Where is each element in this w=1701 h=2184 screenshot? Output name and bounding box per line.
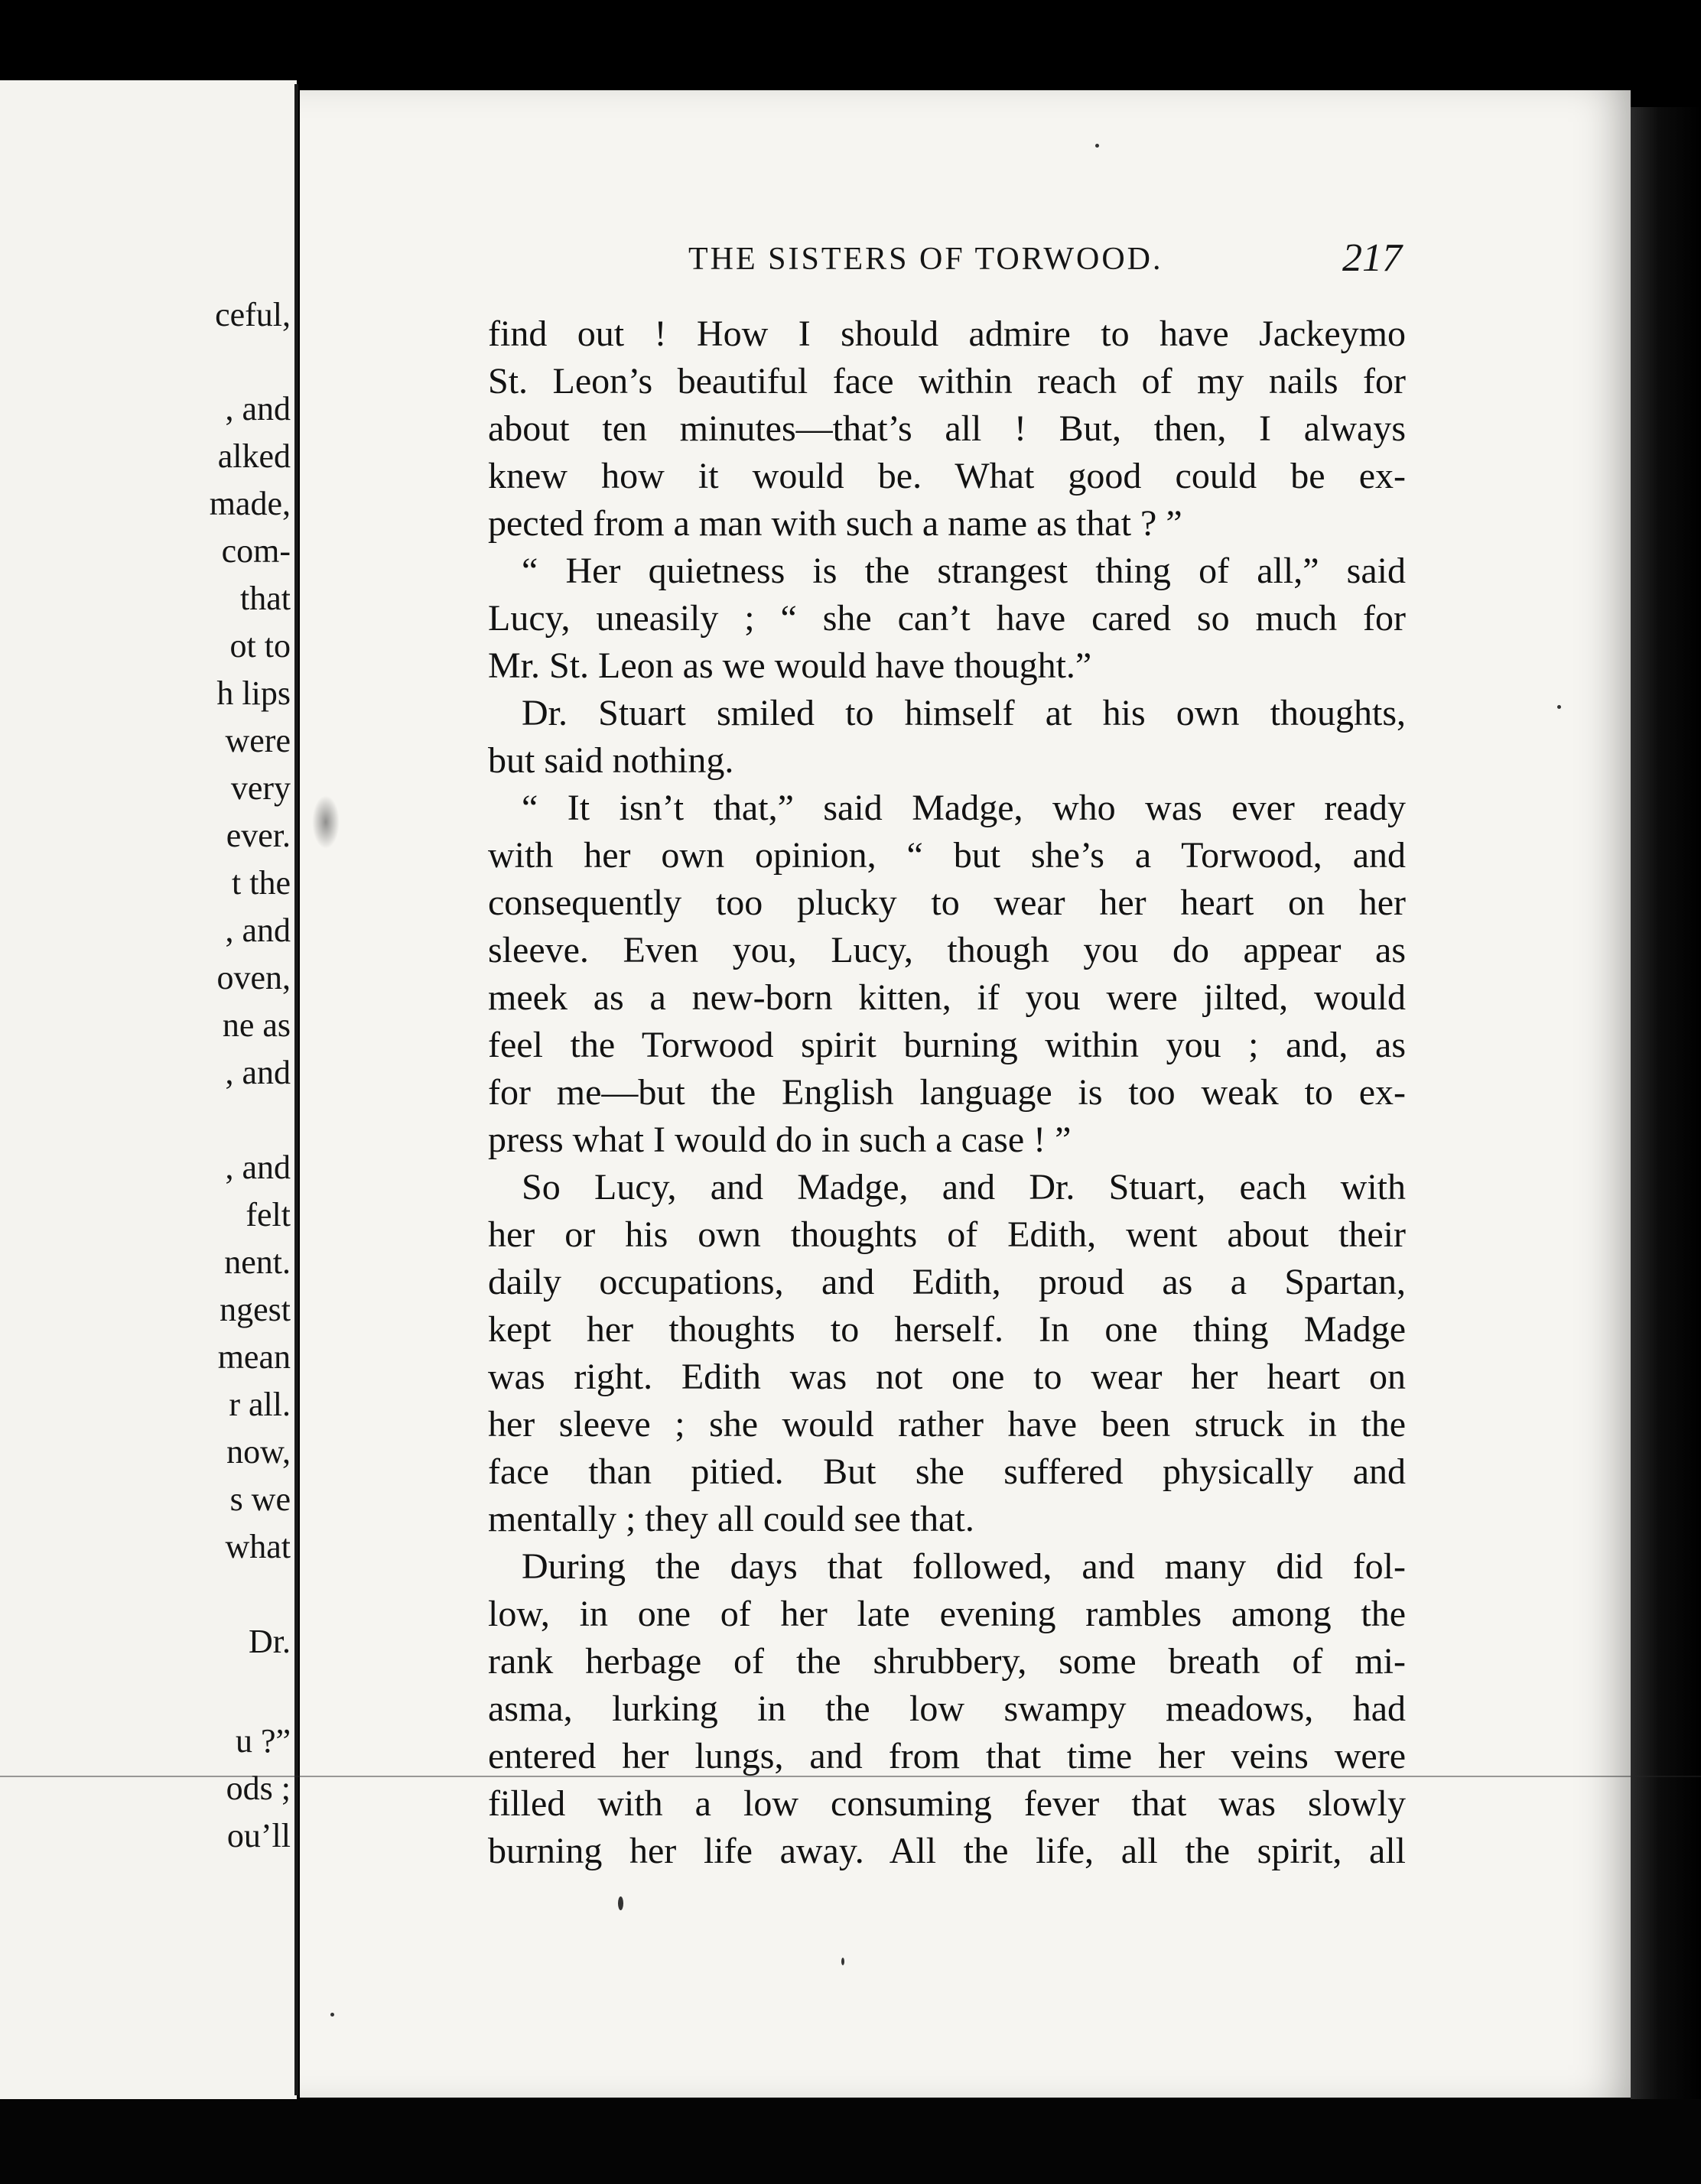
left-page-line: h lips bbox=[216, 674, 291, 712]
text-line: was right. Edith was not one to wear her heart on bbox=[488, 1357, 1406, 1397]
left-page-line: were bbox=[225, 722, 291, 759]
text-line: mentally ; they all could see that. bbox=[488, 1499, 974, 1539]
text-line: sleeve. Even you, Lucy, though you do appear as bbox=[488, 930, 1406, 970]
dust-speck bbox=[618, 1896, 623, 1910]
left-page-line: , and bbox=[225, 390, 291, 427]
text-line: daily occupations, and Edith, proud as a Spartan, bbox=[488, 1262, 1406, 1302]
scan-artifact-line bbox=[0, 1776, 1701, 1777]
left-page-line: , and bbox=[225, 1054, 291, 1091]
page-number: 217 bbox=[1342, 236, 1402, 280]
text-line: St. Leon’s beautiful face within reach of my nails for bbox=[488, 361, 1406, 401]
left-page-line: made, bbox=[209, 485, 291, 522]
text-line: find out ! How I should admire to have Jackeymo bbox=[488, 314, 1406, 354]
left-page-line: alked bbox=[217, 437, 291, 475]
text-line: about ten minutes—that’s all ! But, then, I always bbox=[488, 408, 1406, 449]
left-page-line: ou’ll bbox=[226, 1817, 291, 1854]
left-page-line: ods ; bbox=[226, 1770, 291, 1807]
left-page-fragment bbox=[0, 80, 297, 2099]
left-page-line: Dr. bbox=[249, 1623, 291, 1660]
left-page-line: felt bbox=[246, 1196, 291, 1233]
dust-speck bbox=[841, 1958, 844, 1965]
text-line: consequently too plucky to wear her heart on her bbox=[488, 882, 1406, 923]
left-page-line: ne as bbox=[222, 1006, 291, 1044]
text-line: feel the Torwood spirit burning within you ; and, as bbox=[488, 1025, 1406, 1065]
text-line: press what I would do in such a case ! ” bbox=[488, 1120, 1072, 1160]
left-page-line: ngest bbox=[220, 1291, 291, 1328]
left-page-line: r all. bbox=[229, 1386, 291, 1423]
text-line: So Lucy, and Madge, and Dr. Stuart, each with bbox=[522, 1167, 1406, 1207]
text-line: face than pitied. But she suffered physically and bbox=[488, 1451, 1406, 1492]
text-line: but said nothing. bbox=[488, 740, 734, 781]
text-line: with her own opinion, “ but she’s a Torwood, and bbox=[488, 835, 1406, 876]
left-page-line: what bbox=[225, 1528, 291, 1565]
text-line: her or his own thoughts of Edith, went about their bbox=[488, 1214, 1406, 1255]
text-line: Dr. Stuart smiled to himself at his own thoughts, bbox=[522, 693, 1406, 733]
page-edge-shadow bbox=[1631, 107, 1701, 2111]
running-head: THE SISTERS OF TORWOOD. bbox=[688, 242, 1163, 277]
text-line: her sleeve ; she would rather have been struck in the bbox=[488, 1404, 1406, 1445]
text-line: During the days that followed, and many did fol- bbox=[522, 1546, 1406, 1587]
left-page-line: s we bbox=[229, 1480, 291, 1518]
text-line: low, in one of her late evening rambles among the bbox=[488, 1594, 1406, 1634]
text-line: entered her lungs, and from that time her veins were bbox=[488, 1736, 1406, 1776]
left-page-line: nent. bbox=[224, 1243, 291, 1281]
dust-speck bbox=[1557, 705, 1561, 709]
text-line: knew how it would be. What good could be ex- bbox=[488, 456, 1406, 496]
scan-bottom-border bbox=[0, 2099, 1701, 2184]
left-page-line: ceful, bbox=[215, 296, 291, 333]
text-line: filled with a low consuming fever that was slowly bbox=[488, 1783, 1406, 1824]
text-line: Lucy, uneasily ; “ she can’t have cared so much for bbox=[488, 598, 1406, 639]
text-line: rank herbage of the shrubbery, some breath of mi- bbox=[488, 1641, 1406, 1682]
text-line: for me—but the English language is too weak to ex- bbox=[488, 1072, 1406, 1113]
text-line: asma, lurking in the low swampy meadows, had bbox=[488, 1688, 1406, 1729]
text-line: “ Her quietness is the strangest thing of all,” said bbox=[522, 551, 1406, 591]
left-page-line: ot to bbox=[229, 627, 291, 665]
dust-speck bbox=[1095, 144, 1099, 148]
left-page-line: ever. bbox=[226, 817, 291, 854]
text-line: pected from a man with such a name as that ? ” bbox=[488, 503, 1182, 544]
ink-smudge bbox=[312, 795, 340, 849]
gutter-line bbox=[294, 84, 298, 2095]
text-line: burning her life away. All the life, all the spirit, all bbox=[488, 1831, 1406, 1871]
text-line: Mr. St. Leon as we would have thought.” bbox=[488, 645, 1092, 686]
left-page-line: now, bbox=[226, 1433, 291, 1471]
text-line: meek as a new-born kitten, if you were jilted, would bbox=[488, 977, 1406, 1018]
left-page-line: , and bbox=[225, 912, 291, 949]
left-page-line: very bbox=[230, 769, 291, 807]
left-page-line: mean bbox=[217, 1338, 291, 1376]
left-page-line: , and bbox=[225, 1149, 291, 1186]
left-page-line: com- bbox=[221, 532, 291, 570]
text-line: kept her thoughts to herself. In one thing Madge bbox=[488, 1309, 1406, 1350]
left-page-line: u ?” bbox=[235, 1722, 291, 1760]
text-line: “ It isn’t that,” said Madge, who was ever ready bbox=[522, 788, 1406, 828]
left-page-line: t the bbox=[232, 864, 291, 902]
left-page-line: oven, bbox=[216, 959, 291, 996]
left-page-line: that bbox=[240, 580, 291, 617]
dust-speck bbox=[330, 2013, 334, 2017]
